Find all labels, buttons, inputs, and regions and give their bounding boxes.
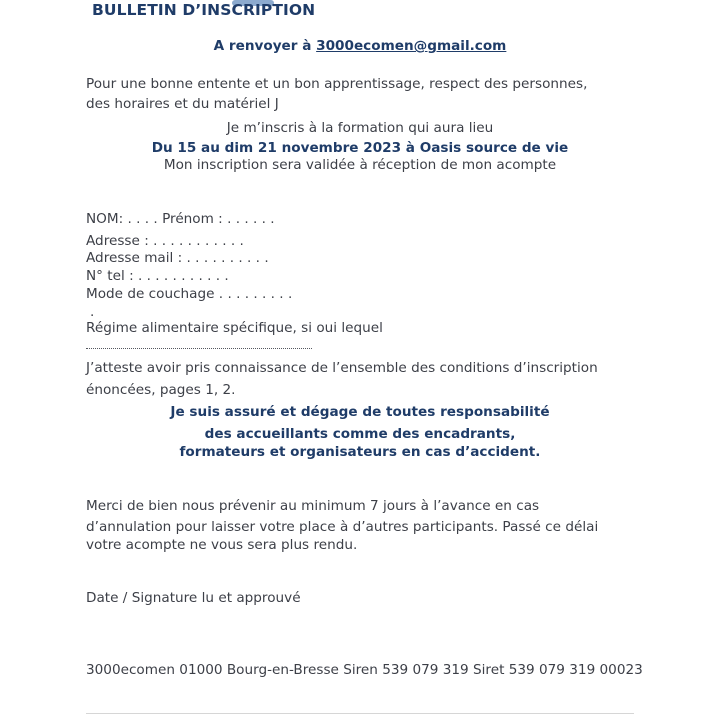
training-dates: Du 15 au dim 21 novembre 2023 à Oasis source de vie xyxy=(151,140,569,156)
cancellation-line-1: Merci de bien nous prévenir au minimum 7 jours à l’avance en cas xyxy=(86,498,540,514)
field-address: Adresse : . . . . . . . . . . . xyxy=(86,233,244,249)
contact-email-link[interactable]: 3000ecomen@gmail.com xyxy=(316,38,507,54)
intro-line-2: des horaires et du matériel J xyxy=(86,96,279,112)
attestation-line-1: J’atteste avoir pris connaissance de l’ensemble des conditions d’inscription xyxy=(86,360,598,376)
field-diet: Régime alimentaire spécifique, si oui lequel xyxy=(86,320,383,336)
intro-line-1: Pour une bonne entente et un bon apprentissage, respect des personnes, xyxy=(86,76,588,92)
footer-info: 3000ecomen 01000 Bourg-en-Bresse Siren 539 079 319 Siret 539 079 319 00023 xyxy=(86,662,643,678)
page-title: BULLETIN D’INSCRIPTION xyxy=(92,1,316,19)
cancellation-line-2: d’annulation pour laisser votre place à d’autres participants. Passé ce délai xyxy=(86,519,599,535)
liability-line-1: Je suis assuré et dégage de toutes responsabilité xyxy=(170,404,550,420)
cancellation-line-3: votre acompte ne vous sera plus rendu. xyxy=(86,537,358,553)
field-sleeping: Mode de couchage . . . . . . . . . xyxy=(86,286,293,302)
validation-note: Mon inscription sera validée à réception de mon acompte xyxy=(163,157,557,173)
field-name: NOM: . . . . Prénom : . . . . . . xyxy=(86,211,275,227)
enrollment-line: Je m’inscris à la formation qui aura lieu xyxy=(226,120,494,136)
field-phone: N° tel : . . . . . . . . . . . xyxy=(86,268,229,284)
attestation-line-2: énoncées, pages 1, 2. xyxy=(86,382,236,398)
field-email: Adresse mail : . . . . . . . . . . xyxy=(86,250,269,266)
diet-dotted-line xyxy=(86,348,312,349)
signature-line: Date / Signature lu et approuvé xyxy=(86,590,301,606)
bottom-rule xyxy=(86,713,634,714)
return-prefix: A renvoyer à xyxy=(213,38,317,54)
return-address xyxy=(0,37,720,55)
liability-line-3: formateurs et organisateurs en cas d’accident. xyxy=(179,444,541,460)
field-dot: . xyxy=(90,304,95,320)
liability-line-2: des accueillants comme des encadrants, xyxy=(204,426,516,442)
